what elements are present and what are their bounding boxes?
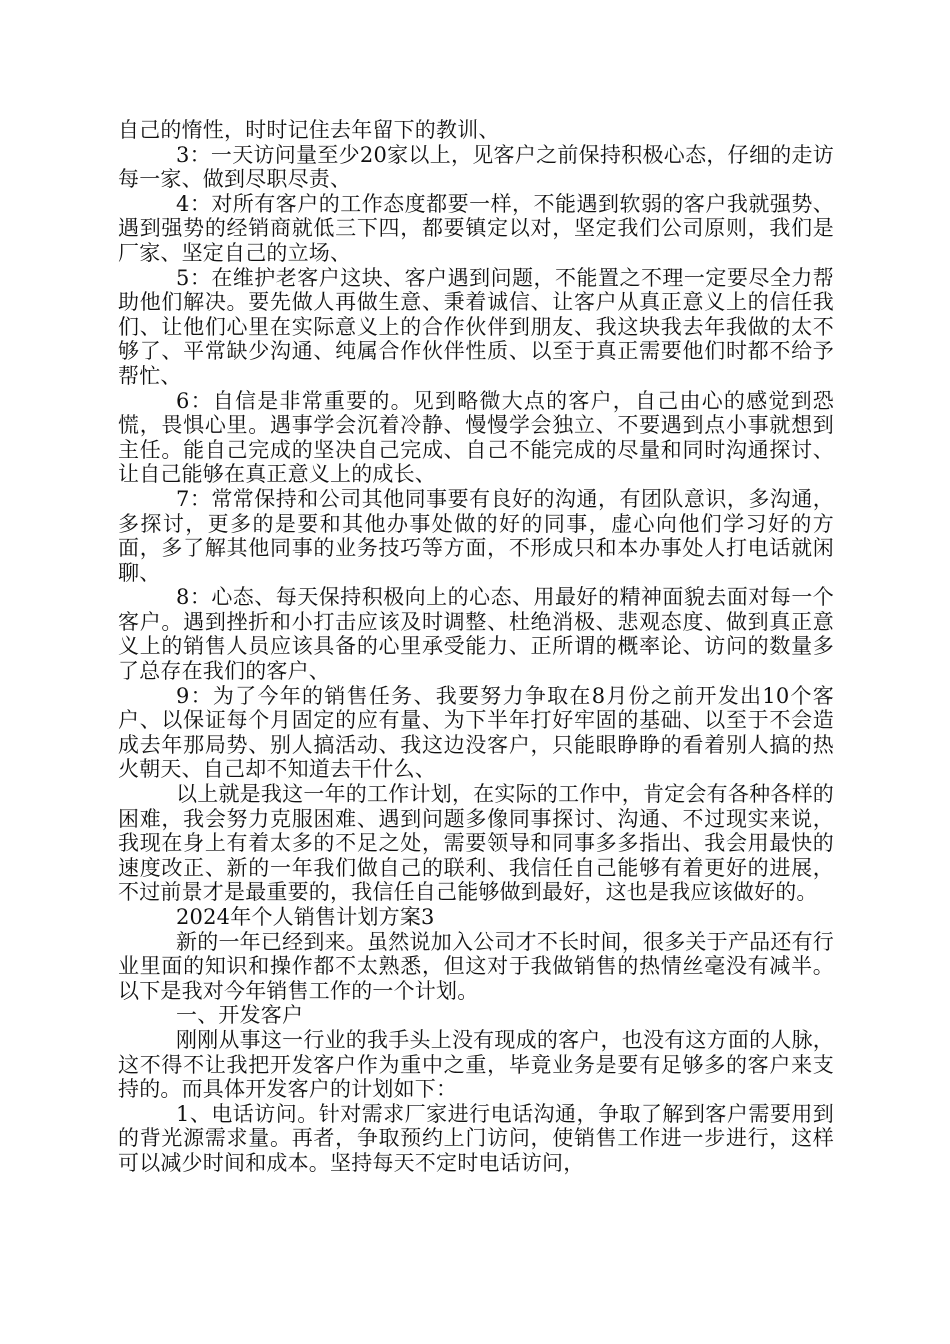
paragraph-intro: 新的一年已经到来。虽然说加入公司才不长时间，很多关于产品还有行业里面的知识和操作都不太熟悉，但这对于我做销售的热情丝毫没有减半。以下是我对今年销售工作的一个计划。 [118, 929, 834, 1003]
document-body [118, 118, 834, 1176]
paragraph-item-7: 7：常常保持和公司其他同事要有良好的沟通，有团队意识，多沟通，多探讨，更多的是要和其他办事处做的好的同事，虚心向他们学习好的方面，多了解其他同事的业务技巧等方面，不形成只和本办事处人打电话就闲聊、 [118, 486, 834, 585]
section-title: 2024年个人销售计划方案3 [176, 905, 435, 929]
paragraph-1: 自己的惰性，时时记住去年留下的教训、 [118, 118, 500, 142]
paragraph-develop-customers: 刚刚从事这一行业的我手头上没有现成的客户，也没有这方面的人脉，这不得不让我把开发客户作为重中之重，毕竟业务是要有足够多的客户来支持的。而具体开发客户的计划如下： [118, 1027, 834, 1102]
paragraph-phone-visit: 1、电话访问。针对需求厂家进行电话沟通，争取了解到客户需要用到的背光源需求量。再者，争取预约上门访问，使销售工作进一步进行，这样可以减少时间和成本。坚持每天不定时电话访问， [118, 1101, 834, 1175]
paragraph-item-9: 9：为了今年的销售任务、我要努力争取在8月份之前开发出10个客户、以保证每个月固定的应有量、为下半年打好牢固的基础、以至于不会造成去年那局势、别人搞活动、我这边没客户，只能眼睁睁的看着别人搞的热火朝天、自己却不知道去干什么、 [118, 683, 834, 782]
paragraph-item-5: 5：在维护老客户这块、客户遇到问题，不能置之不理一定要尽全力帮助他们解决。要先做人再做生意、秉着诚信、让客户从真正意义上的信任我们、让他们心里在实际意义上的合作伙伴到朋友、我这块我去年我做的太不够了、平常缺少沟通、纯属合作伙伴性质、以至于真正需要他们时都不给予帮忙、 [118, 265, 834, 388]
paragraph-item-3: 3：一天访问量至少20家以上，见客户之前保持积极心态，仔细的走访每一家、做到尽职尽责、 [118, 142, 834, 192]
paragraph-item-4: 4：对所有客户的工作态度都要一样，不能遇到软弱的客户我就强势、遇到强势的经销商就低三下四，都要镇定以对，坚定我们公司原则，我们是厂家、坚定自己的立场、 [118, 191, 834, 265]
paragraph-item-6: 6：自信是非常重要的。见到略微大点的客户，自己由心的感觉到恐慌，畏惧心里。遇事学会沉着冷静、慢慢学会独立、不要遇到点小事就想到主任。能自己完成的坚决自己完成、自己不能完成的尽量和同时沟通探讨、让自己能够在真正意义上的成长、 [118, 388, 834, 487]
heading-develop-customers: 一、开发客户 [176, 1003, 304, 1028]
paragraph-summary: 以上就是我这一年的工作计划，在实际的工作中，肯定会有各种各样的困难，我会努力克服困难、遇到问题多像同事探讨、沟通、不过现实来说，我现在身上有着太多的不足之处，需要领导和同事多多指出、我会用最快的速度改正、新的一年我们做自己的联利、我信任自己能够有着更好的进展，不过前景才是最重要的，我信任自己能够做到最好，这也是我应该做好的。 [118, 782, 834, 905]
paragraph-item-8: 8：心态、每天保持积极向上的心态、用最好的精神面貌去面对每一个客户。遇到挫折和小打击应该及时调整、杜绝消极、悲观态度、做到真正意义上的销售人员应该具备的心里承受能力、正所谓的概率论、访问的数量多了总存在我们的客户、 [118, 585, 834, 684]
